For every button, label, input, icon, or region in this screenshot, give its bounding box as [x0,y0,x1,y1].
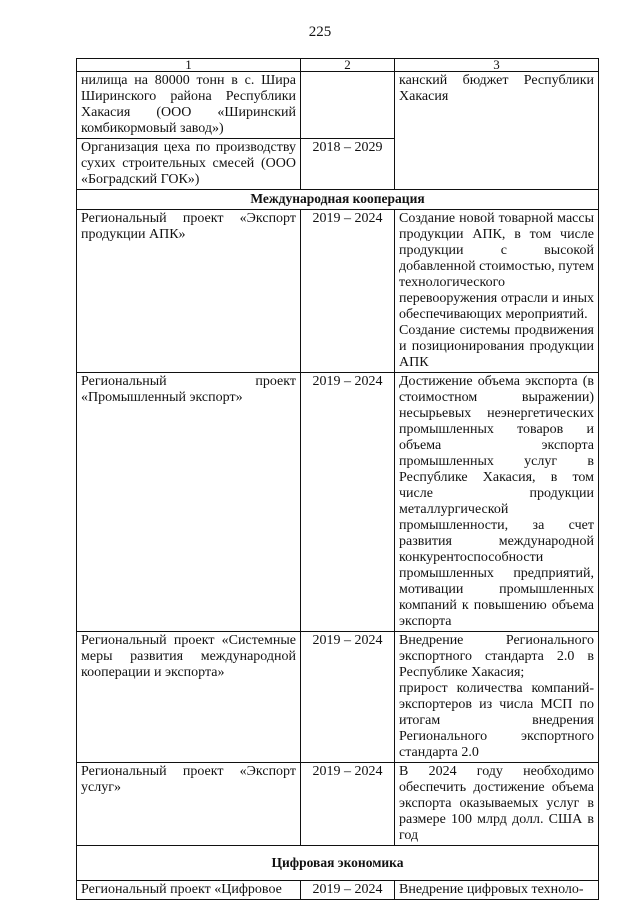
table-row [77,881,599,900]
table-row [77,210,599,373]
result-paragraph: Создание новой товарной массы продукции АПК, в том числе продукции с высокой добавленной стоимостью, путем технологического перевооружения отрасли и иных обеспечивающих мероприятий. [399,211,594,322]
table-row [77,373,599,632]
row-result-cell: Внедрение цифровых техноло- [395,881,599,900]
section-title-digital: Цифровая экономика [77,846,599,881]
row-description-cell: Региональный проект «Промышленный экспорт» [77,373,301,632]
column-header-2: 2 [301,59,395,72]
row-period-cell: 2019 – 2024 [301,763,395,846]
row-period-cell: 2018 – 2029 [301,139,395,190]
row-description-cell: нилища на 80000 тонн в с. Шира Ширинского района Республики Хакасия (ООО «Ширинский комбикормовый завод») [77,72,301,139]
row-description-cell: Региональный проект «Цифровое [77,881,301,900]
row-description-cell: Региональный проект «Системные меры развития международной кооперации и экспорта» [77,632,301,763]
row-description-cell: Региональный проект «Экспорт продукции АПК» [77,210,301,373]
row-result-cell: Достижение объема экспорта (в стоимостном выражении) несырьевых неэнергетических промышленных товаров и объема экспорта промышленных услуг в Республике Хакасия, в том числе продукции металлургической промышленности, за счет развития международной конкурентоспособности промышленных предприятий, мотивации промышленных компаний к повышению объема экспорта [395,373,599,632]
section-title-international: Международная кооперация [77,190,599,210]
row-description-cell: Организация цеха по производству сухих строительных смесей (ООО «Боградский ГОК») [77,139,301,190]
result-paragraph: Внедрение Регионального экспортного стандарта 2.0 в Республике Хакасия; [399,633,594,680]
row-period-cell: 2019 – 2024 [301,373,395,632]
row-period-cell: 2019 – 2024 [301,210,395,373]
row-description-cell: Региональный проект «Экспорт услуг» [77,763,301,846]
column-header-1: 1 [77,59,301,72]
row-period-cell [301,72,395,139]
section-header-row [77,190,599,210]
table-header-row [77,59,599,72]
table-row [77,763,599,846]
row-result-cell: В 2024 году необходимо обеспечить достижение объема экспорта оказываемых услуг в размере 100 млрд долл. США в год [395,763,599,846]
section-header-row [77,846,599,881]
row-result-cell [395,210,599,373]
table-row [77,72,599,139]
row-result-cell: канский бюджет Республики Хакасия [395,72,599,190]
result-paragraph: Создание системы продвижения и позиционирования продукции АПК [399,323,594,370]
table-row [77,632,599,763]
result-paragraph: прирост количества компаний-экспортеров из числа МСП по итогам внедрения Регионального экспортного стандарта 2.0 [399,681,594,760]
column-header-3: 3 [395,59,599,72]
page-number: 225 [308,24,332,40]
document-table [76,58,599,900]
row-result-cell [395,632,599,763]
row-period-cell: 2019 – 2024 [301,632,395,763]
row-period-cell: 2019 – 2024 [301,881,395,900]
